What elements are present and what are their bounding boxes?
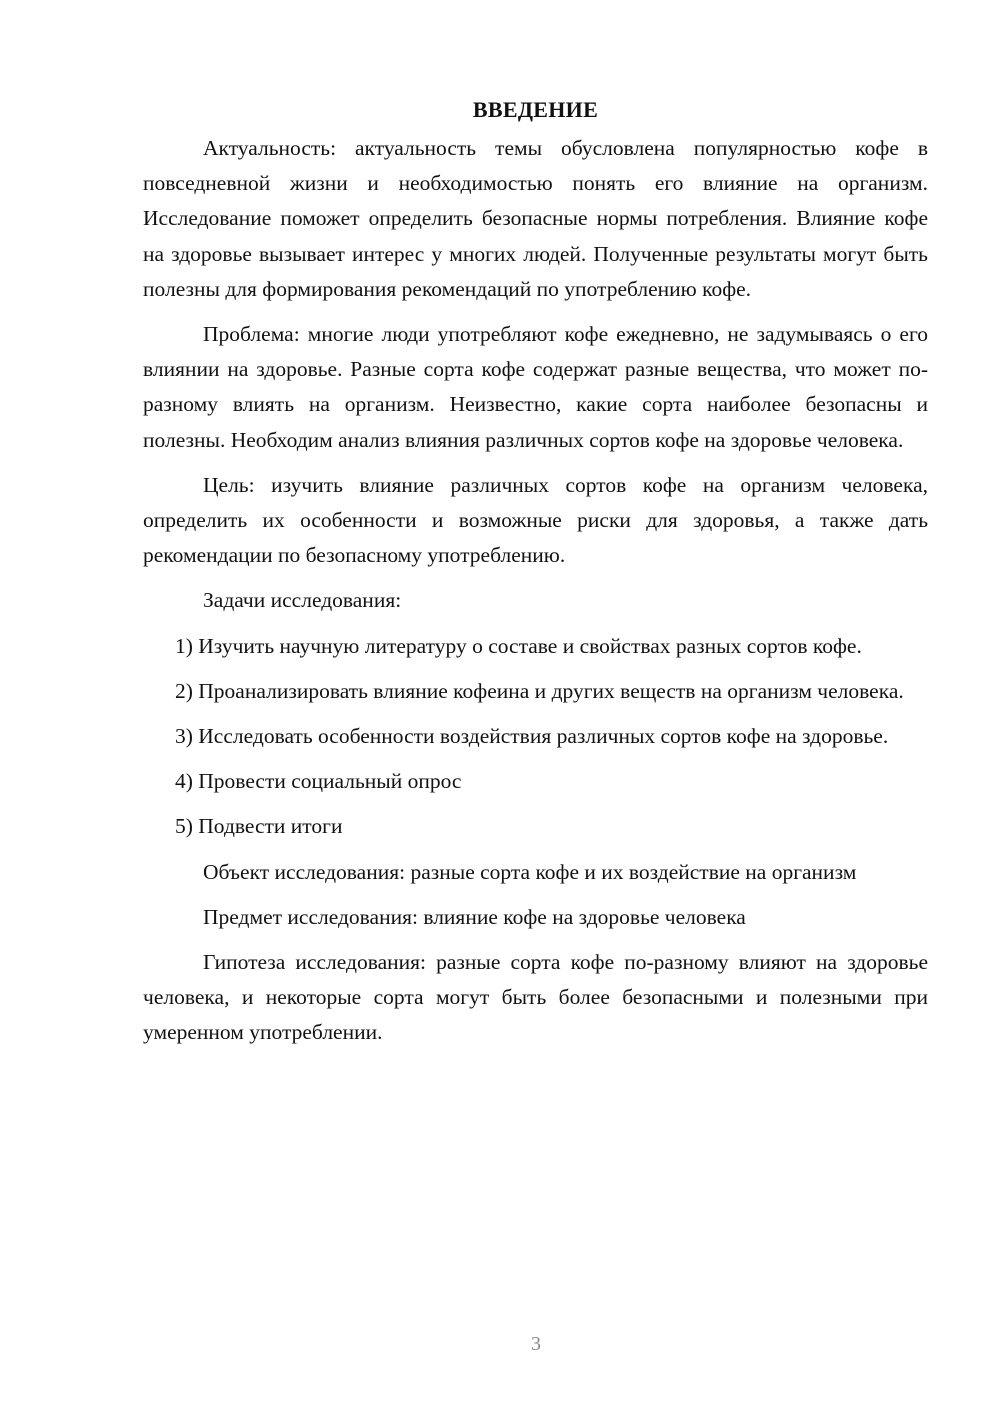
relevance-paragraph: Актуальность: актуальность темы обусловлена популярностью кофе в повседневной жизни и необходимостью понять его влияние на организм. Исследование поможет определить безопасные нормы потребления. Влияние кофе на здоровье вызывает интерес у многих людей. Полученные результаты могут быть полезны для формирования рекомендаций по употреблению кофе. [143, 136, 928, 301]
tasks-heading: Задачи исследования: [203, 588, 402, 613]
document-page [143, 92, 928, 1061]
problem-paragraph: Проблема: многие люди употребляют кофе ежедневно, не задумываясь о его влиянии на здоровье. Разные сорта кофе содержат разные вещества, что может по-разному влиять на организм. Неизвестно, какие сорта наиболее безопасны и полезны. Необходим анализ влияния различных сортов кофе на здоровье человека. [143, 322, 928, 452]
goal-paragraph: Цель: изучить влияние различных сортов кофе на организм человека, определить их особенности и возможные риски для здоровья, а также дать рекомендации по безопасному употреблению. [143, 472, 928, 568]
object-paragraph: Объект исследования: разные сорта кофе и их воздействие на организм [203, 859, 857, 884]
page-number: 3 [531, 1333, 541, 1355]
task-item: 1) Изучить научную литературу о составе и свойствах разных сортов кофе. [175, 633, 862, 658]
task-item: 3) Исследовать особенности воздействия различных сортов кофе на здоровье. [175, 724, 889, 749]
page-title: ВВЕДЕНИЕ [472, 97, 599, 122]
hypothesis-paragraph: Гипотеза исследования: разные сорта кофе по-разному влияют на здоровье человека, и некоторые сорта могут быть более безопасными и полезными при умеренном употреблении. [143, 950, 928, 1045]
task-item: 4) Провести социальный опрос [175, 769, 462, 794]
task-item: 5) Подвести итоги [175, 814, 343, 839]
subject-paragraph: Предмет исследования: влияние кофе на здоровье человека [203, 904, 746, 929]
task-item: 2) Проанализировать влияние кофеина и других веществ на организм человека. [175, 678, 904, 703]
